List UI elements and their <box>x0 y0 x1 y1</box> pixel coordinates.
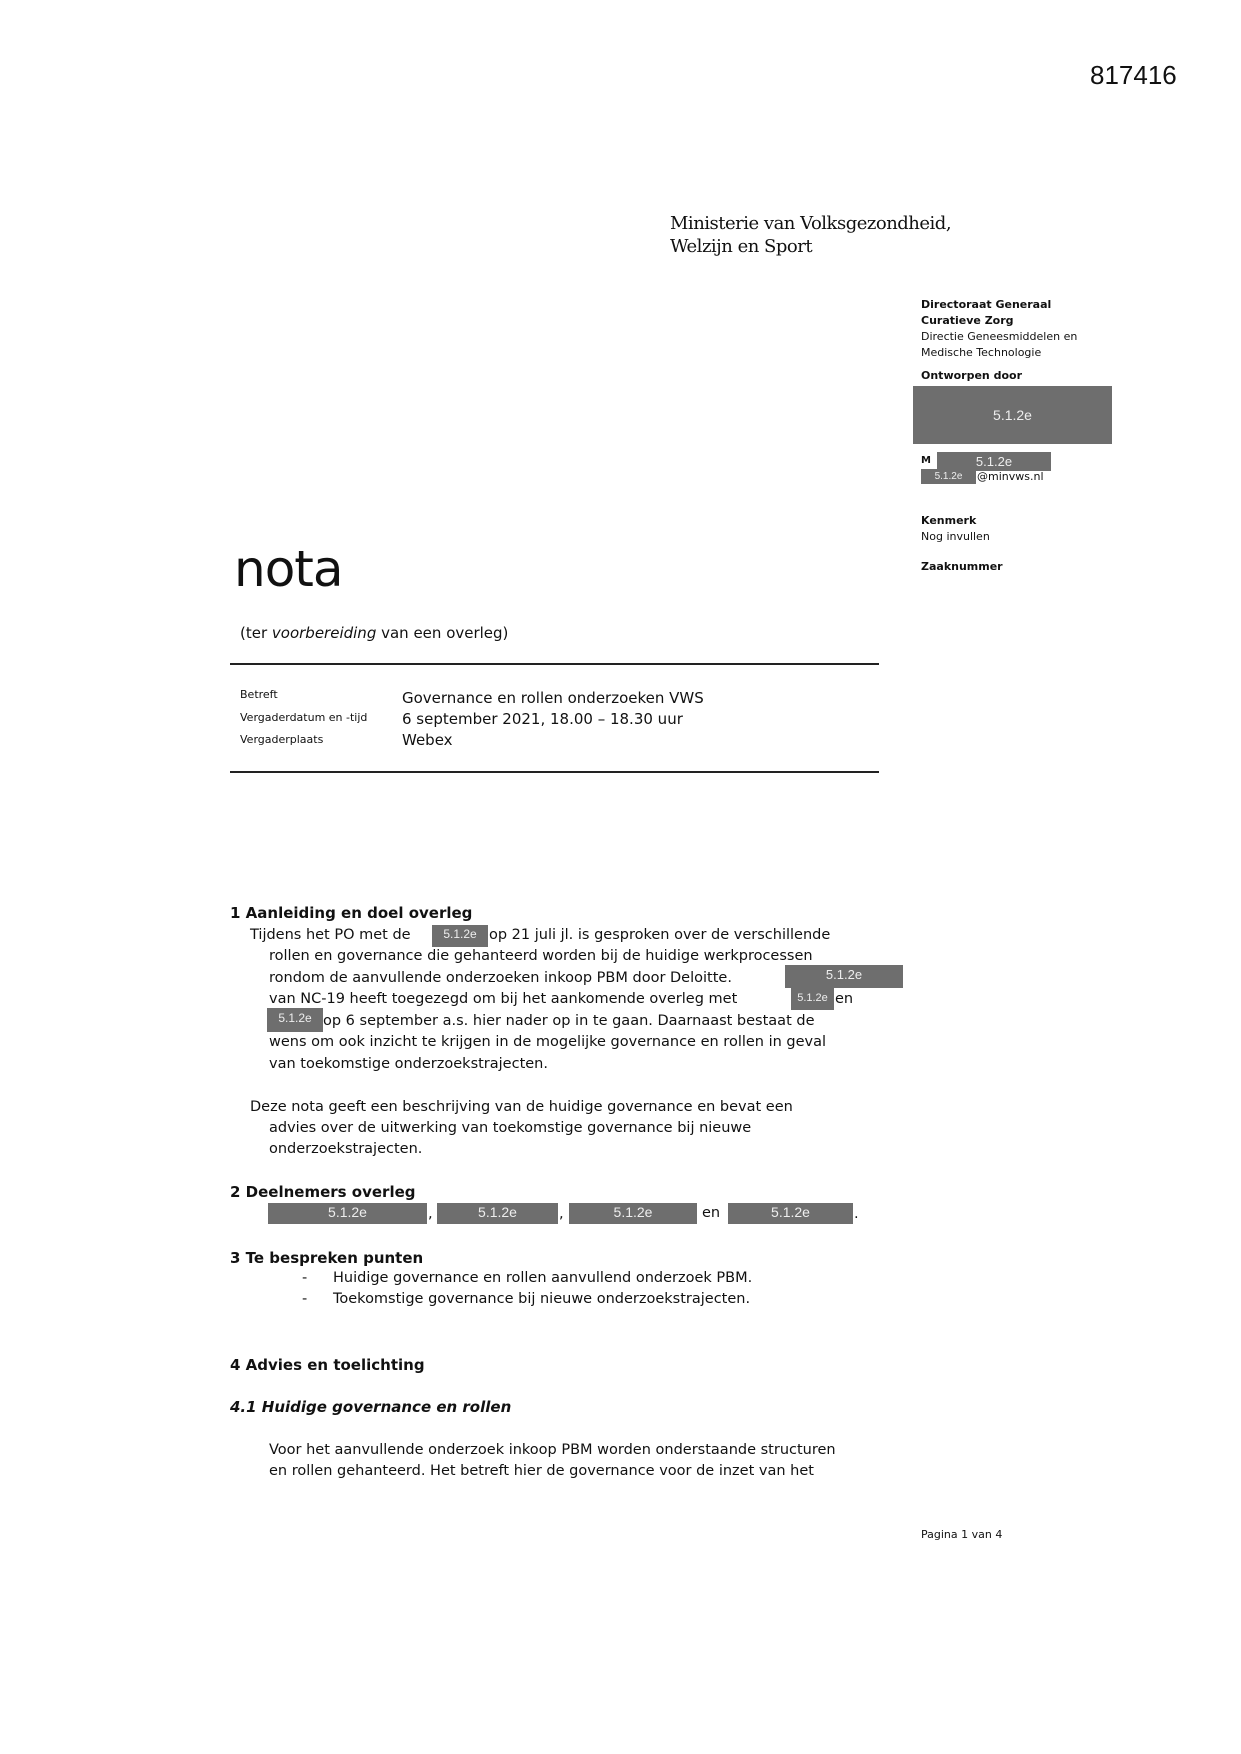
redaction: 5.1.2e <box>791 988 834 1010</box>
subtitle-post: van een overleg) <box>376 624 509 642</box>
redaction-mobile: 5.1.2e <box>937 452 1051 471</box>
redaction: 5.1.2e <box>432 925 488 947</box>
redaction-participant-1: 5.1.2e <box>268 1203 427 1224</box>
section-4-1-heading: 4.1 Huidige governance en rollen <box>230 1398 512 1416</box>
comma: , <box>428 1206 433 1222</box>
comma: , <box>559 1206 564 1222</box>
point-item-2: Toekomstige governance bij nieuwe onderzoekstrajecten. <box>333 1291 751 1307</box>
betreft-label: Betreft <box>240 688 278 701</box>
s4-line2: en rollen gehanteerd. Het betreft hier de governance voor de inzet van het <box>269 1463 814 1479</box>
s1-line5: op 6 september a.s. hier nader op in te gaan. Daarnaast bestaat de <box>323 1013 815 1029</box>
section-4-heading: 4 Advies en toelichting <box>230 1356 425 1374</box>
betreft-value: Governance en rollen onderzoeken VWS <box>402 689 704 707</box>
redaction: 5.1.2e <box>267 1008 323 1032</box>
s4-line1: Voor het aanvullende onderzoek inkoop PBM worden onderstaande structuren <box>269 1442 836 1458</box>
s1-line4b: en <box>835 991 854 1007</box>
document-subtitle <box>240 624 508 642</box>
s1-line6: wens om ook inzicht te krijgen in de mogelijke governance en rollen in geval <box>269 1034 827 1050</box>
zaaknummer-label: Zaaknummer <box>921 560 1003 573</box>
redaction-email-user: 5.1.2e <box>921 469 976 484</box>
datum-label: Vergaderdatum en -tijd <box>240 711 368 724</box>
subtitle-pre: (ter <box>240 624 272 642</box>
ministry-logo-text <box>670 212 951 258</box>
redaction-participant-3: 5.1.2e <box>569 1203 697 1224</box>
section-1-heading: 1 Aanleiding en doel overleg <box>230 904 473 922</box>
redaction-participant-2: 5.1.2e <box>437 1203 558 1224</box>
subtitle-em: voorbereiding <box>271 624 377 642</box>
plaats-label: Vergaderplaats <box>240 733 324 746</box>
divider-top <box>230 663 879 665</box>
document-number: 817416 <box>1090 60 1177 90</box>
dg-line1: Directoraat Generaal <box>921 298 1052 311</box>
datum-value: 6 september 2021, 18.00 – 18.30 uur <box>402 710 683 728</box>
s1-line7: van toekomstige onderzoekstrajecten. <box>269 1056 548 1072</box>
directie-line1: Directie Geneesmiddelen en <box>921 330 1078 343</box>
s1-p2-line1: Deze nota geeft een beschrijving van de huidige governance en bevat een <box>250 1099 793 1115</box>
kenmerk-value: Nog invullen <box>921 530 990 543</box>
section-3-heading: 3 Te bespreken punten <box>230 1249 424 1267</box>
kenmerk-label: Kenmerk <box>921 514 977 527</box>
point-item-1: Huidige governance en rollen aanvullend onderzoek PBM. <box>333 1270 753 1286</box>
s1-p2-line3: onderzoekstrajecten. <box>269 1141 423 1157</box>
ministry-line2: Welzijn en Sport <box>670 236 813 257</box>
mobile-prefix: M <box>921 455 931 466</box>
redaction-participant-4: 5.1.2e <box>728 1203 853 1224</box>
page-number: Pagina 1 van 4 <box>921 1528 1003 1541</box>
and-word: en <box>702 1205 721 1221</box>
s1-p2-line2: advies over de uitwerking van toekomstige governance bij nieuwe <box>269 1120 752 1136</box>
divider-bottom <box>230 771 879 773</box>
directie-line2: Medische Technologie <box>921 346 1042 359</box>
s1-line2: rollen en governance die gehanteerd worden bij de huidige werkprocessen <box>269 948 813 964</box>
section-2-heading: 2 Deelnemers overleg <box>230 1183 416 1201</box>
plaats-value: Webex <box>402 731 453 749</box>
ministry-line1: Ministerie van Volksgezondheid, <box>670 213 952 234</box>
dg-line2: Curatieve Zorg <box>921 314 1014 327</box>
bullet-dash: - <box>302 1291 308 1307</box>
s1-line4a: van NC-19 heeft toegezegd om bij het aankomende overleg met <box>269 991 738 1007</box>
document-title: nota <box>234 540 343 598</box>
designed-by-label: Ontworpen door <box>921 369 1022 382</box>
s1-line1a: Tijdens het PO met de <box>250 927 411 943</box>
s1-line1b: op 21 juli jl. is gesproken over de verschillende <box>489 927 831 943</box>
redaction: 5.1.2e <box>785 965 903 988</box>
sidebar-header <box>921 297 1077 384</box>
bullet-dash: - <box>302 1270 308 1286</box>
s1-line3: rondom de aanvullende onderzoeken inkoop PBM door Deloitte. <box>269 970 732 986</box>
period: . <box>854 1206 859 1222</box>
email-domain: @minvws.nl <box>977 470 1044 483</box>
redaction-designer: 5.1.2e <box>913 386 1112 444</box>
